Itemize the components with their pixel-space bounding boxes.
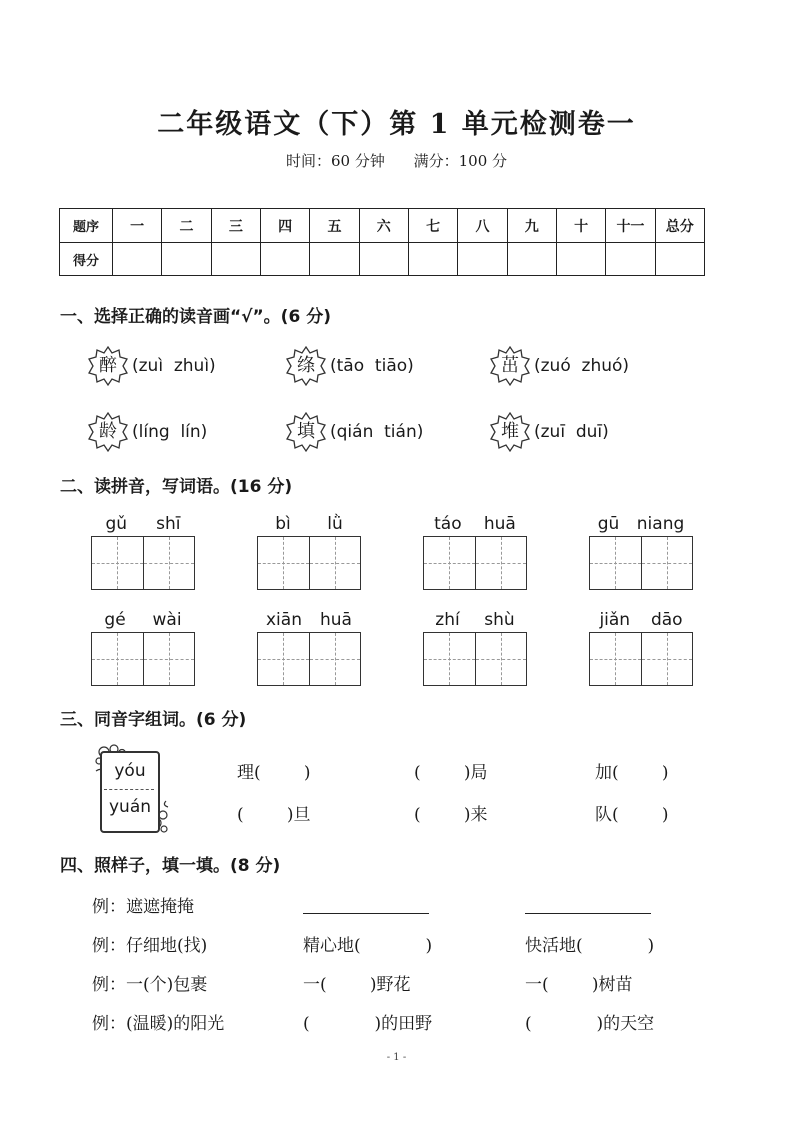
pinyin-word-item	[589, 608, 693, 686]
example-2: 例：仔细地(找)	[92, 936, 208, 956]
pinyin-options[interactable]: (zuó zhuó)	[534, 356, 630, 376]
section-4-heading: 四、照样子，填一填。(8 分)	[60, 856, 281, 876]
word-pinyin	[91, 608, 195, 632]
pronunciation-item	[284, 346, 414, 386]
score-cell[interactable]	[260, 243, 309, 276]
page-number: - 1 -	[386, 1052, 407, 1063]
section-3-heading: 三、同音字组词。(6 分)	[60, 710, 247, 730]
pinyin-options[interactable]: (líng lín)	[132, 422, 208, 442]
flower-frame-icon	[86, 344, 130, 388]
pinyin-options[interactable]: (zuī duī)	[534, 422, 609, 442]
pinyin-syllable: huā	[483, 514, 516, 534]
full-score: 满分：100 分	[413, 152, 508, 170]
item-character: 绦	[297, 355, 315, 376]
pinyin-word-item	[91, 512, 195, 590]
score-table-col: 九	[507, 209, 556, 243]
score-cell[interactable]	[162, 243, 211, 276]
pinyin-word-item	[257, 608, 361, 686]
score-table-col: 总分	[655, 209, 704, 243]
pinyin-syllable: táo	[434, 514, 462, 534]
score-cell[interactable]	[211, 243, 260, 276]
fill-blank[interactable]: 快活地( )	[525, 936, 655, 956]
pinyin-syllable: niang	[636, 514, 685, 534]
pinyin-syllable: gǔ	[105, 514, 128, 534]
fill-blank[interactable]: 一( )野花	[303, 975, 411, 995]
answer-line[interactable]	[525, 913, 651, 914]
example-1: 例：遮遮掩掩	[92, 897, 194, 917]
writing-grid[interactable]	[423, 632, 527, 686]
item-character: 堆	[501, 421, 519, 442]
score-cell[interactable]	[655, 243, 704, 276]
pinyin-syllable: bì	[275, 514, 291, 534]
homophone-blank[interactable]: ( )来	[414, 805, 488, 825]
pinyin-options[interactable]: (qián tián)	[330, 422, 424, 442]
pinyin-top: yóu	[114, 761, 146, 781]
homophone-blank[interactable]: 加( )	[595, 763, 669, 783]
pronunciation-item	[86, 346, 216, 386]
pinyin-syllable: zhí	[435, 610, 460, 630]
answer-line[interactable]	[303, 913, 429, 914]
example-3: 例：一(个)包裹	[92, 975, 208, 995]
score-cell[interactable]	[408, 243, 457, 276]
flower-frame-icon	[488, 344, 532, 388]
flower-frame-icon	[284, 344, 328, 388]
score-cell[interactable]	[310, 243, 359, 276]
score-table-score-row	[60, 243, 705, 276]
score-table-header-row	[60, 209, 705, 243]
writing-grid[interactable]	[257, 632, 361, 686]
item-character: 龄	[99, 421, 117, 442]
homophone-blank[interactable]: ( )局	[414, 763, 488, 783]
pronunciation-item	[284, 412, 423, 452]
pronunciation-item	[488, 346, 629, 386]
flower-frame-icon	[488, 410, 532, 454]
writing-grid[interactable]	[423, 536, 527, 590]
score-table-col: 六	[359, 209, 408, 243]
pinyin-card	[92, 743, 172, 835]
word-pinyin	[91, 512, 195, 536]
flower-frame-icon	[86, 410, 130, 454]
word-pinyin	[423, 608, 527, 632]
pinyin-options[interactable]: (tāo tiāo)	[330, 356, 414, 376]
writing-grid[interactable]	[91, 632, 195, 686]
homophone-blank[interactable]: 理( )	[237, 763, 311, 783]
score-table-col: 十	[556, 209, 605, 243]
pinyin-options[interactable]: (zuì zhuì)	[132, 356, 216, 376]
pinyin-bottom: yuán	[108, 797, 152, 817]
page-title: 二年级语文（下）第 1 单元检测卷一	[157, 109, 636, 140]
pinyin-syllable: xiān	[266, 610, 302, 630]
fill-blank[interactable]: 精心地( )	[303, 936, 433, 956]
score-table-col: 四	[260, 209, 309, 243]
score-table-col: 十一	[606, 209, 655, 243]
writing-grid[interactable]	[257, 536, 361, 590]
score-table-col: 二	[162, 209, 211, 243]
pinyin-word-item	[423, 608, 527, 686]
pinyin-word-item	[91, 608, 195, 686]
score-table	[59, 208, 705, 276]
writing-grid[interactable]	[589, 536, 693, 590]
pinyin-syllable: lǜ	[327, 514, 343, 534]
word-pinyin	[423, 512, 527, 536]
word-pinyin	[257, 608, 361, 632]
score-table-col: 一	[113, 209, 162, 243]
pinyin-syllable: shù	[484, 610, 515, 630]
score-table-col: 五	[310, 209, 359, 243]
pinyin-syllable: huā	[320, 610, 352, 630]
score-table-col: 三	[211, 209, 260, 243]
pinyin-syllable: dāo	[650, 610, 683, 630]
writing-grid[interactable]	[589, 632, 693, 686]
score-cell[interactable]	[113, 243, 162, 276]
word-pinyin	[589, 512, 693, 536]
pronunciation-item	[488, 412, 609, 452]
score-cell[interactable]	[458, 243, 507, 276]
score-cell[interactable]	[606, 243, 655, 276]
section-2-heading: 二、读拼音，写词语。(16 分)	[60, 477, 293, 497]
flower-frame-icon	[284, 410, 328, 454]
score-table-row-label: 得分	[60, 243, 113, 276]
score-table-row-label: 题序	[60, 209, 113, 243]
score-cell[interactable]	[556, 243, 605, 276]
pinyin-word-item	[257, 512, 361, 590]
item-character: 醉	[99, 355, 117, 376]
pinyin-syllable: shī	[156, 514, 181, 534]
word-pinyin	[257, 512, 361, 536]
time-limit: 时间：60 分钟	[285, 152, 385, 170]
score-table-col: 八	[458, 209, 507, 243]
writing-grid[interactable]	[91, 536, 195, 590]
item-character: 茁	[501, 355, 519, 376]
fill-blank[interactable]: ( )的天空	[525, 1014, 655, 1034]
pinyin-syllable: gé	[104, 610, 126, 630]
exam-info	[0, 150, 793, 171]
pinyin-syllable: jiǎn	[599, 610, 631, 630]
fill-blank[interactable]: 一( )树苗	[525, 975, 633, 995]
example-4: 例：(温暖)的阳光	[92, 1014, 225, 1034]
score-cell[interactable]	[507, 243, 556, 276]
section-1-heading: 一、选择正确的读音画“√”。(6 分)	[60, 307, 331, 327]
pinyin-word-item	[589, 512, 693, 590]
word-pinyin	[589, 608, 693, 632]
pinyin-syllable: wài	[152, 610, 182, 630]
fill-blank[interactable]: ( )的田野	[303, 1014, 433, 1034]
pinyin-word-item	[423, 512, 527, 590]
score-cell[interactable]	[359, 243, 408, 276]
homophone-blank[interactable]: ( )旦	[237, 805, 311, 825]
homophone-blank[interactable]: 队( )	[595, 805, 669, 825]
score-table-col: 七	[408, 209, 457, 243]
pronunciation-item	[86, 412, 207, 452]
item-character: 填	[297, 421, 315, 442]
pinyin-syllable: gū	[597, 514, 620, 534]
